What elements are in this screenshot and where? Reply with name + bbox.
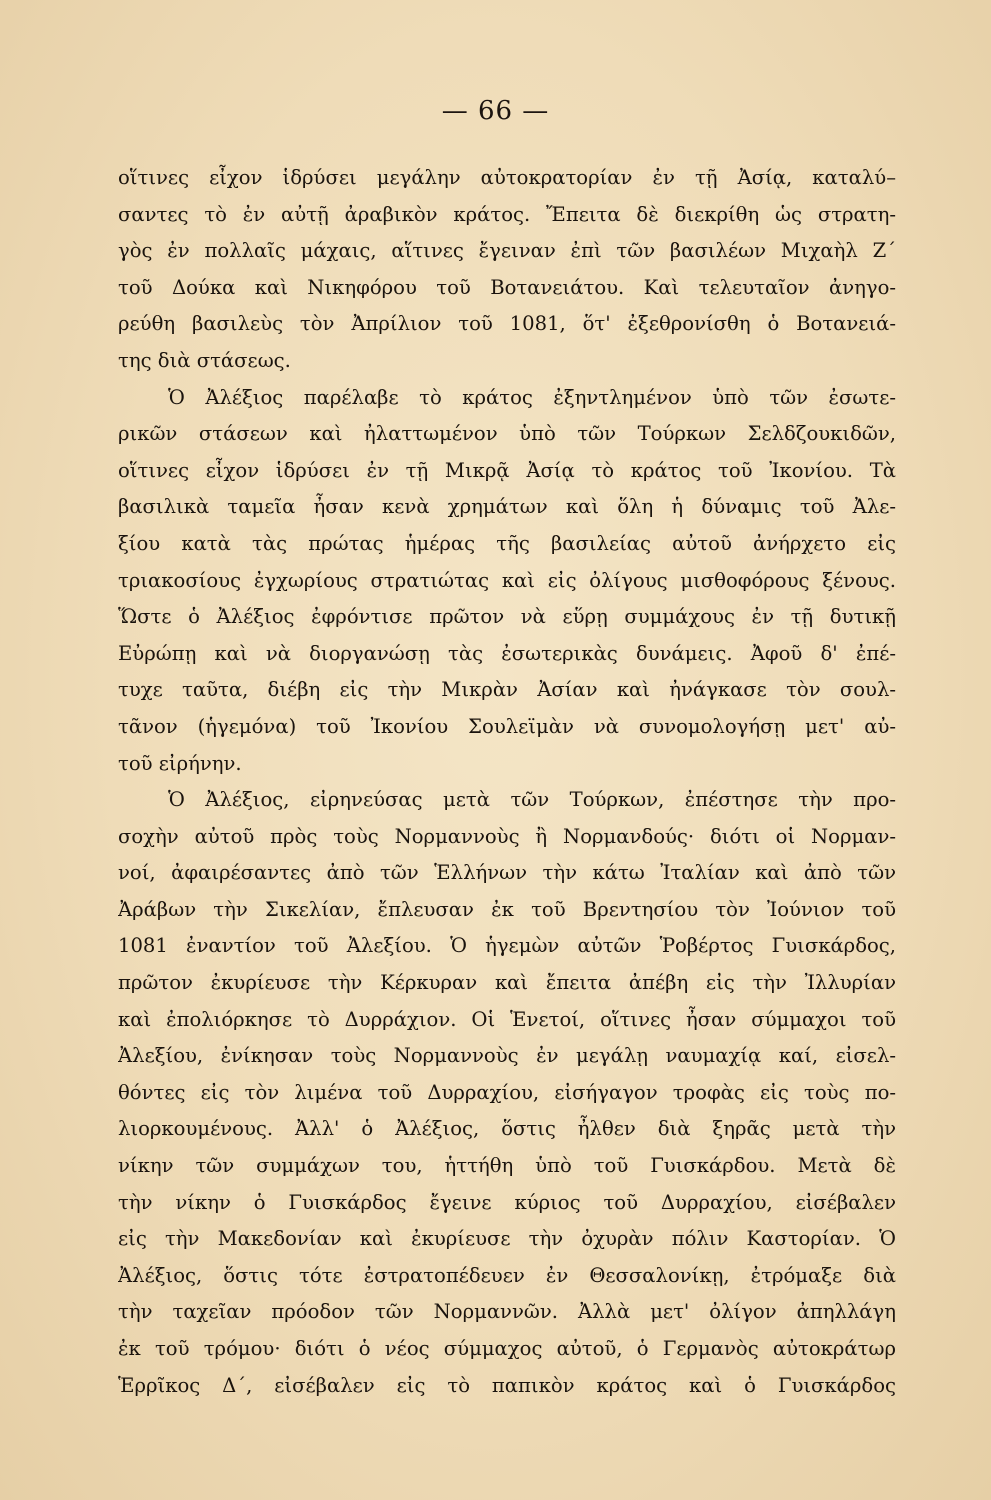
text-line: καὶ ἐπολιόρκησε τὸ Δυρράχιον. Οἱ Ἑνετοί, οἵτινες ἦσαν σύμμαχοι τοῦ — [118, 1007, 896, 1031]
body-text — [118, 160, 896, 1404]
text-line: Ἀλέξιος, ὅστις τότε ἐστρατοπέδευεν ἐν Θεσσαλονίκῃ, ἐτρόμαξε διὰ — [118, 1263, 896, 1287]
text-line: Ἑρρῖκος Δ΄, εἰσέβαλεν εἰς τὸ παπικὸν κράτος καὶ ὁ Γυισκάρδος — [118, 1373, 896, 1397]
text-line: βασιλικὰ ταμεῖα ἦσαν κενὰ χρημάτων καὶ ὅλη ἡ δύναμις τοῦ Ἀλε- — [118, 495, 896, 519]
text-line: νίκην τῶν συμμάχων του, ἡττήθη ὑπὸ τοῦ Γυισκάρδου. Μετὰ δὲ — [118, 1154, 896, 1178]
text-line: θόντες εἰς τὸν λιμένα τοῦ Δυρραχίου, εἰσήγαγον τροφὰς εἰς τοὺς πο- — [118, 1080, 896, 1104]
text-line: λιορκουμένους. Ἀλλ' ὁ Ἀλέξιος, ὅστις ἦλθεν διὰ ξηρᾶς μετὰ τὴν — [118, 1117, 896, 1141]
text-line: οἵτινες εἶχον ἱδρύσει μεγάλην αὐτοκρατορίαν ἐν τῇ Ἀσίᾳ, καταλύ– — [118, 166, 896, 189]
text-line: Ἀράβων τὴν Σικελίαν, ἔπλευσαν ἐκ τοῦ Βρεντησίου τὸν Ἰούνιον τοῦ — [118, 897, 896, 921]
text-line: της διὰ στάσεως. — [118, 348, 291, 372]
text-line: τὴν ταχεῖαν πρόοδον τῶν Νορμαννῶν. Ἀλλὰ μετ' ὀλίγον ἀπηλλάγη — [118, 1300, 896, 1324]
text-line: ἐκ τοῦ τρόμου· διότι ὁ νέος σύμμαχος αὐτοῦ, ὁ Γερμανὸς αὐτοκράτωρ — [118, 1337, 896, 1360]
text-line: Ὁ Ἀλέξιος παρέλαβε τὸ κράτος ἐξηντλημένον ὑπὸ τῶν ἐσωτε- — [168, 385, 896, 409]
text-line: τριακοσίους ἐγχωρίους στρατιώτας καὶ εἰς ὀλίγους μισθοφόρους ξένους. — [118, 568, 896, 592]
text-line: τοῦ εἰρήνην. — [118, 751, 242, 775]
text-line: τοῦ Δούκα καὶ Νικηφόρου τοῦ Βοτανειάτου. Καὶ τελευταῖον ἀνηγο- — [118, 275, 896, 299]
text-line: σοχὴν αὐτοῦ πρὸς τοὺς Νορμαννοὺς ἢ Νορμανδούς· διότι οἱ Νορμαν- — [118, 824, 896, 848]
text-line: Ὁ Ἀλέξιος, εἰρηνεύσας μετὰ τῶν Τούρκων, ἐπέστησε τὴν προ- — [168, 788, 896, 812]
text-line: ρικῶν στάσεων καὶ ἠλαττωμένον ὑπὸ τῶν Τούρκων Σελδζουκιδῶν, — [118, 422, 896, 446]
text-line: νοί, ἀφαιρέσαντες ἀπὸ τῶν Ἑλλήνων τὴν κάτω Ἰταλίαν καὶ ἀπὸ τῶν — [118, 861, 896, 885]
text-line: τᾶνον (ἡγεμόνα) τοῦ Ἰκονίου Σουλεϊμὰν νὰ συνομολογήσῃ μετ' αὐ- — [118, 714, 896, 738]
page-number: — 66 — — [441, 96, 550, 126]
text-line: Ὥστε ὁ Ἀλέξιος ἐφρόντισε πρῶτον νὰ εὕρῃ συμμάχους ἐν τῇ δυτικῇ — [118, 605, 896, 629]
text-line: γὸς ἐν πολλαῖς μάχαις, αἵτινες ἔγειναν ἐπὶ τῶν βασιλέων Μιχαὴλ Ζ΄ — [118, 239, 896, 263]
text-line: πρῶτον ἐκυρίευσε τὴν Κέρκυραν καὶ ἔπειτα ἀπέβη εἰς τὴν Ἰλλυρίαν — [118, 971, 896, 995]
text-line: οἵτινες εἶχον ἱδρύσει ἐν τῇ Μικρᾷ Ἀσίᾳ τὸ κράτος τοῦ Ἰκονίου. Τὰ — [118, 458, 896, 482]
text-line: τὴν νίκην ὁ Γυισκάρδος ἔγεινε κύριος τοῦ Δυρραχίου, εἰσέβαλεν — [118, 1190, 896, 1214]
text-line: Ἀλεξίου, ἐνίκησαν τοὺς Νορμαννοὺς ἐν μεγάλῃ ναυμαχίᾳ καί, εἰσελ- — [118, 1044, 896, 1068]
text-line: ρεύθη βασιλεὺς τὸν Ἀπρίλιον τοῦ 1081, ὅτ' ἐξεθρονίσθη ὁ Βοτανειά- — [118, 312, 896, 336]
text-line: σαντες τὸ ἐν αὐτῇ ἀραβικὸν κράτος. Ἔπειτα δὲ διεκρίθη ὡς στρατη- — [118, 202, 896, 226]
text-line: Εὐρώπῃ καὶ νὰ διοργανώσῃ τὰς ἐσωτερικὰς δυνάμεις. Ἀφοῦ δ' ἐπέ- — [118, 641, 896, 665]
text-line: 1081 ἐναντίον τοῦ Ἀλεξίου. Ὁ ἡγεμὼν αὐτῶν Ῥοβέρτος Γυισκάρδος, — [118, 934, 896, 958]
text-line: εἰς τὴν Μακεδονίαν καὶ ἐκυρίευσε τὴν ὀχυρὰν πόλιν Καστορίαν. Ὁ — [118, 1227, 896, 1251]
text-line: τυχε ταῦτα, διέβη εἰς τὴν Μικρὰν Ἀσίαν καὶ ἠνάγκασε τὸν σουλ- — [118, 678, 896, 702]
text-line: ξίου κατὰ τὰς πρώτας ἡμέρας τῆς βασιλείας αὐτοῦ ἀνήρχετο εἰς — [118, 531, 896, 555]
